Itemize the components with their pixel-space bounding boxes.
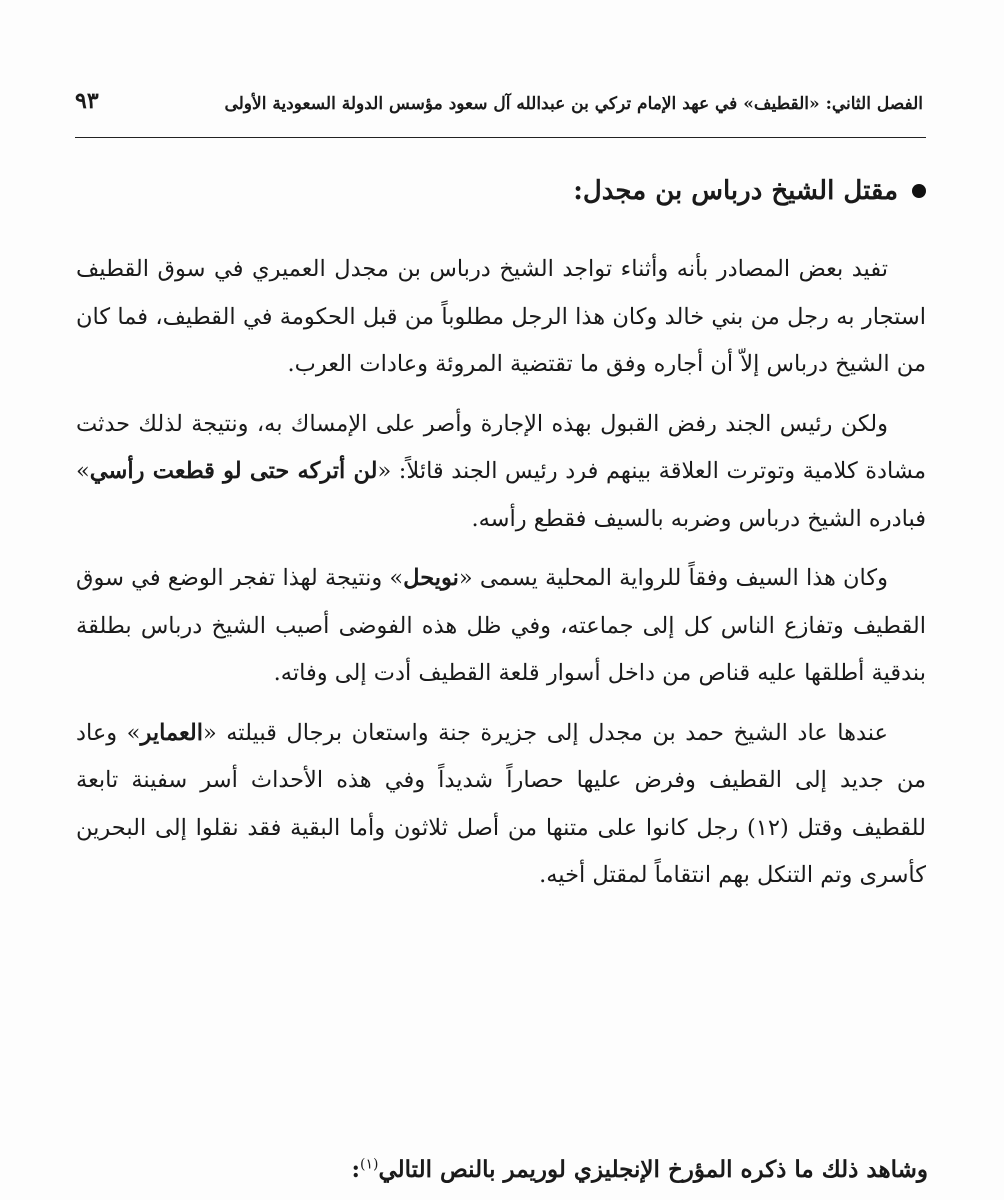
tribe-name: العماير: [140, 719, 203, 746]
running-title: الفصل الثاني: «القطيف» في عهد الإمام تركي بن عبدالله آل سعود مؤسس الدولة السعودية الأولى: [224, 94, 923, 114]
bullet-icon: [912, 184, 926, 198]
paragraph-4: [76, 710, 926, 900]
header-rule: [75, 137, 926, 138]
paragraph-2: [76, 401, 926, 544]
page-number: ٩٣: [75, 88, 99, 114]
section-heading: [573, 176, 926, 206]
paragraph-3-before: وكان هذا السيف وفقاً للرواية المحلية يسمى «: [458, 565, 888, 591]
running-header: [75, 86, 923, 122]
body-text: [76, 246, 926, 912]
footnote-marker: (١): [360, 1156, 379, 1173]
paragraph-3: [76, 555, 926, 698]
paragraph-3-after: » ونتيجة لهذا تفجر الوضع في سوق القطيف وتفازع الناس كل إلى جماعته، وفي ظل هذه الفوضى أصيب الشيخ درباس بطلقة بندقية أطلقها عليه قناص من داخل أسوار قلعة القطيف أدت إلى وفاته.: [76, 565, 926, 686]
sword-name: نويحل: [403, 565, 459, 591]
closing-line: [352, 1156, 929, 1183]
paragraph-1: تفيد بعض المصادر بأنه وأثناء تواجد الشيخ درباس بن مجدل العميري في سوق القطيف استجار به رجل من بني خالد وكان هذا الرجل مطلوباً من قبل الحكومة في القطيف، فما كان من الشيخ درباس إلاّ أن أجاره وفق ما تقتضية المروئة وعادات العرب.: [76, 256, 926, 377]
paragraph-2-before: ولكن رئيس الجند رفض القبول بهذه الإجارة وأصر على الإمساك به، ونتيجة لذلك حدثت مشادة كلامية وتوترت العلاقة بينهم فرد رئيس الجند قائلاً: «: [76, 410, 926, 484]
closing-line-text: وشاهد ذلك ما ذكره المؤرخ الإنجليزي لوريمر بالنص التالي: [378, 1156, 928, 1183]
quote-text: لن أتركه حتى لو قطعت رأسي: [89, 458, 378, 484]
paragraph-4-after: » وعاد من جديد إلى القطيف وفرض عليها حصاراً شديداً وفي هذه الأحداث أسر سفينة تابعة للقطيف وقتل (١٢) رجل كانوا على متنها من أصل ثلاثون وأما البقية فقد نقلوا إلى البحرين كأسرى وتم التنكل بهم انتقاماً لمقتل أخيه.: [76, 719, 926, 888]
heading-text: مقتل الشيخ درباس بن مجدل:: [573, 176, 898, 206]
paragraph-2-after: » فبادره الشيخ درباس وضربه بالسيف فقطع رأسه.: [76, 458, 926, 532]
closing-colon: :: [351, 1156, 360, 1183]
paragraph-4-before: عندها عاد الشيخ حمد بن مجدل إلى جزيرة جنة واستعان برجال قبيلته «: [202, 719, 888, 746]
